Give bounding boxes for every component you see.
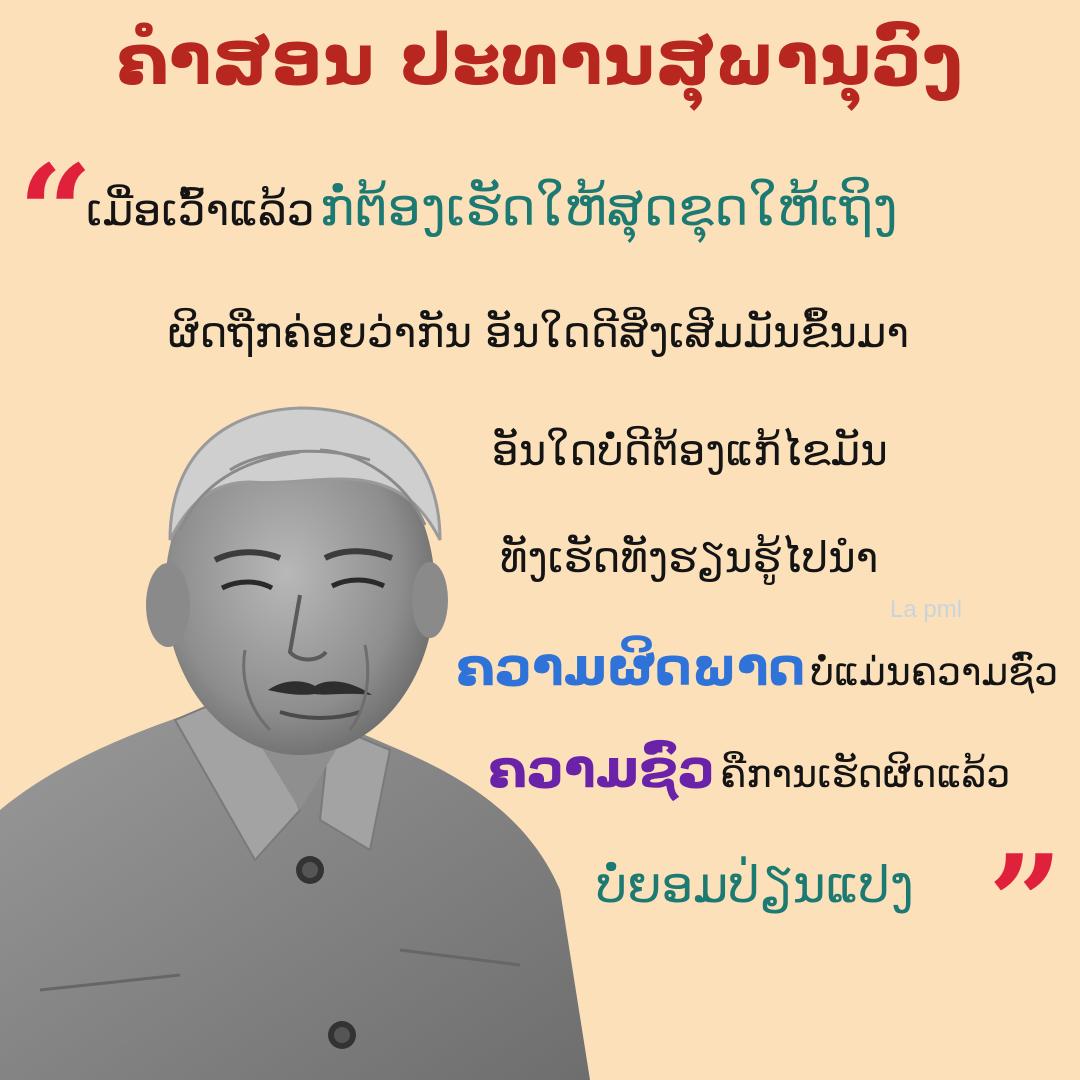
quote-line-2: ຜິດຖືກຄ່ອຍວ່າກັນ ອັນໃດດີສິ່ງເສີມມັນຂຶ້ນມາ [168, 308, 910, 357]
poster-title: ຄຳສອນ ປະທານສຸພານຸວົງ [116, 19, 964, 101]
open-quote-mark: “ [18, 136, 93, 289]
close-quote-mark: ” [988, 826, 1063, 979]
quote-line-3: ອັນໃດບໍ່ດີຕ້ອງແກ້ໄຂມັນ [492, 426, 888, 475]
quote-line-1 [86, 180, 898, 237]
portrait-photo [0, 390, 600, 1080]
quote-line-7: ບໍ່ຍອມປ່ຽນແປງ [596, 856, 914, 914]
quote-line-4: ທັງເຮັດທັງຮຽນຮູ້ໄປນຳ [500, 533, 879, 582]
quote-line-1-intro: ເມື່ອເວົ້າແລ້ວ [86, 185, 315, 236]
quote-line-6-highlight: ຄວາມຊົ່ວ [488, 740, 715, 800]
quote-line-1-emphasis: ກໍ່ຕ້ອງເຮັດໃຫ້ສຸດຂຸດໃຫ້ເຖິງ [319, 178, 898, 238]
quote-line-5-highlight: ຄວາມຜິດພາດ [456, 638, 806, 698]
quote-line-5-rest: ບໍ່ແມ່ນຄວາມຊົ່ວ [810, 650, 1059, 694]
watermark-text: La pml [890, 596, 963, 623]
quote-line-6-rest: ຄືການເຮັດຜິດແລ້ວ [720, 752, 1011, 796]
